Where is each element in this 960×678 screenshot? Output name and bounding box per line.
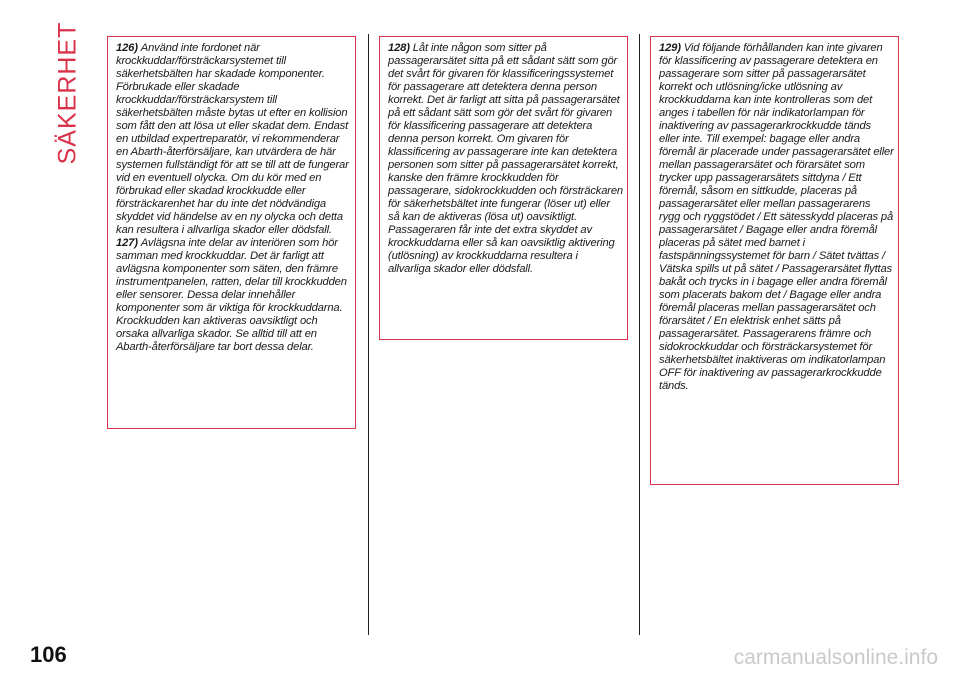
- warning-paragraph-126: [116, 42, 351, 237]
- warning-number: 129): [659, 42, 681, 54]
- warning-box-middle: [379, 36, 628, 340]
- warning-paragraph-128: [388, 42, 623, 276]
- warning-text: Använd inte fordonet när krockkuddar/försträckarsystemet till säkerhetsbälten har skadade komponenter. Förbrukade eller skadade krockkuddar/försträckarsystem till säkerhetsbälten måste bytas ut efter en kollision som fått den att lösa ut eller skadat dem. Endast en utbildad expertreparatör, vi rekommenderar en Abarth-återförsäljare, kan utvärdera de här systemen fullständigt för att se till att de fungerar vid en eventuell olycka. Om du kör med en förbrukad eller skadad krockkudde eller försträckarenhet har du inte det nödvändiga skyddet vid händelse av en ny olycka och detta kan resultera i allvarliga skador eller dödsfall.: [116, 42, 349, 236]
- warning-number: 127): [116, 237, 138, 249]
- warning-text: Avlägsna inte delar av interiören som hör samman med krockkuddar. Det är farligt att avlägsna komponenter som säten, den främre instrumentpanelen, ratten, delar till krockkudden eller sensorer. Dessa delar innehåller komponenter som är viktiga för krockkuddarna. Krockkudden kan aktiveras oavsiktligt och orsaka allvarliga skador. Se alltid till att en Abarth-återförsäljare tar bort dessa delar.: [116, 237, 347, 353]
- warning-number: 126): [116, 42, 138, 54]
- warning-paragraph-127: [116, 237, 351, 354]
- watermark: carmanualsonline.info: [733, 646, 938, 669]
- warning-paragraph-129: [659, 42, 894, 393]
- warning-number: 128): [388, 42, 410, 54]
- warning-box-right: [650, 36, 899, 485]
- section-title-text: SÄKERHET: [53, 21, 82, 165]
- warning-text: Låt inte någon som sitter på passagerarsätet sitta på ett sådant sätt som gör det svårt för givaren för klassificeringssystemet för passagerare att detektera denna person korrekt. Det är farligt att sitta på passagerarsätet på ett sådant sätt som gör det svårt för givaren för klassificering passagerare att detektera denna person korrekt. Om givaren för klassificering av passagerare inte kan detektera personen som sitter på passagerarsätet korrekt, kanske den främre krockkudden för passagerare, sidokrockkudden och försträckaren för säkerhetsbältet inte fungerar (löser ut) eller så kan de aktiveras (lösa ut) oavsiktligt. Passageraren får inte det extra skyddet av krockkuddarna eller så kan oavsiktlig aktivering (utlösning) av krockkuddarna resultera i allvarliga skador eller dödsfall.: [388, 42, 624, 275]
- warning-box-left: [107, 36, 356, 429]
- warning-text: Vid följande förhållanden kan inte givaren för klassificering av passagerare detektera en passagerare som sitter på passagerarsätet korrekt och utlösning/icke utlösning av krockkuddarna kan inte kontrolleras som det anges i tabellen för när indikatorlampan för inaktivering av passagerarkrockkudde tänds eller inte. Till exempel: bagage eller andra föremål är placerade under passagerarsätet eller mellan passagerarsätet och förarsätet som trycker upp passagerarsätets sittdyna / Ett föremål, såsom en sittkudde, placeras på passagerarsätet eller mellan passagerarens rygg och ryggstödet / Ett sätesskydd placeras på passagerarsätet / Bagage eller andra föremål placeras på sätet med barnet i fastspänningssystemet för barn / Sätet tvättas / Vätska spills ut på sätet / Passagerarsätet flyttas bakåt och trycks in i bagage eller andra föremål som placerats bakom det / Bagage eller andra föremål placeras mellan passagerarsätet och förarsätet / En elektrisk enhet sätts på passagerarsätet. Passagerarens främre och sidokrockkuddar och försträckarsystemet för säkerhetsbältet inaktiveras om indikatorlampan OFF för inaktivering av passagerarkrockkudde tänds.: [659, 42, 894, 392]
- column-divider-left: [368, 34, 369, 635]
- section-title: [50, 21, 86, 165]
- page-number: 106: [30, 642, 67, 667]
- column-divider-right: [639, 34, 640, 635]
